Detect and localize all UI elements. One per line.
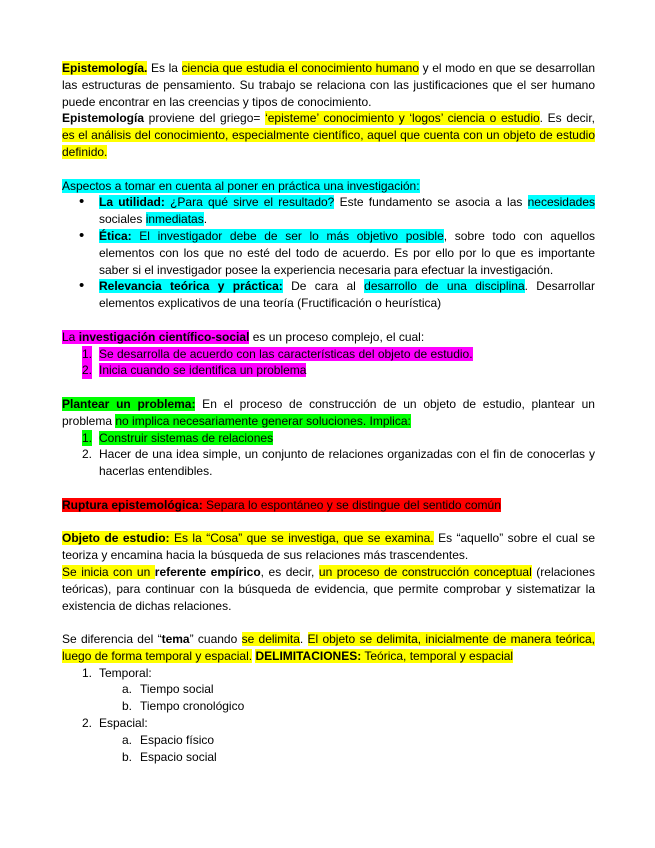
- list-item: [62, 228, 595, 278]
- list-item: [62, 681, 595, 698]
- text: .: [299, 632, 308, 647]
- list-item: [62, 665, 595, 682]
- text: Temporal:: [99, 665, 152, 680]
- highlight-text: Construir sistemas de relaciones: [99, 430, 274, 445]
- highlight-text: Se inicia con un: [62, 564, 155, 579]
- text: es un proceso complejo, el cual:: [249, 329, 425, 344]
- delimitations-list-2: [62, 715, 595, 732]
- list-letter: a.: [122, 732, 133, 747]
- text: ” cuando: [189, 632, 242, 647]
- term: DELIMITACIONES:: [255, 648, 362, 663]
- aspects-list: [62, 194, 595, 312]
- text: Es la: [147, 61, 182, 75]
- list-number: 2.: [82, 447, 93, 462]
- epistemology-origin: [62, 110, 595, 160]
- text: Espacio social: [140, 749, 217, 764]
- problem-list: [62, 430, 595, 480]
- social-research-list: [62, 346, 595, 380]
- text: Espacio físico: [140, 732, 215, 747]
- text: Es “aquello” sobre el cual se teoriza y encamina hacia la búsqueda de sus relaciones más trascendentes.: [62, 531, 595, 563]
- term-epistemology: Epistemología.: [62, 61, 148, 75]
- delimitations-list: [62, 665, 595, 682]
- term: Plantear un problema:: [62, 396, 196, 411]
- highlight-text: ¿Para qué sirve el resultado?: [164, 195, 335, 210]
- highlight-text: El investigador debe de ser lo más objetivo posible: [131, 228, 444, 243]
- text: Tiempo cronológico: [140, 699, 245, 714]
- highlight-text: La: [62, 329, 79, 344]
- text: Este fundamento se asocia a las: [334, 195, 528, 210]
- term: Relevancia teórica y práctica:: [99, 279, 283, 294]
- text: .: [203, 212, 208, 227]
- list-item: [62, 346, 595, 363]
- term: Ética:: [99, 228, 132, 243]
- spatial-sublist: [62, 732, 595, 766]
- text: (relaciones teóricas), para continuar con la búsqueda de evidencia, que permite comprobar y sistematizar la existencia de dichas relaciones.: [62, 564, 595, 613]
- list-number: 1.: [82, 346, 93, 361]
- temporal-sublist: [62, 681, 595, 715]
- list-item: [62, 446, 595, 480]
- list-letter: b.: [122, 699, 133, 714]
- text: y el modo en que se desarrollan las estructuras de pensamiento. Su trabajo se relaciona con las justificaciones que el ser humano puede encontrar en las creencias y tipos de conocimiento.: [62, 61, 595, 109]
- text: Hacer de una idea simple, un conjunto de relaciones organizadas con el fin de conocerlas y hacerlas entendibles.: [99, 447, 595, 479]
- aspects-heading: [62, 178, 595, 195]
- highlight-text: no implica necesariamente generar soluciones. Implica:: [115, 413, 411, 428]
- highlight-text: es el análisis del conocimiento, especialmente científico, aquel que cuenta con un objeto de estudio definido.: [62, 128, 595, 159]
- highlight-text: ciencia que estudia el conocimiento humano: [181, 61, 420, 75]
- highlight-text: se delimita: [241, 632, 300, 647]
- list-item: [62, 732, 595, 749]
- highlight-text: necesidades: [527, 195, 595, 210]
- text: En el proceso de construcción de un objeto de estudio, plantear un problema: [62, 396, 595, 428]
- theme-difference: [62, 631, 595, 665]
- list-item: [62, 430, 595, 447]
- text: Tiempo social: [140, 682, 214, 697]
- term-epistemology: Epistemología: [62, 111, 145, 126]
- list-item: [62, 278, 595, 312]
- problem-statement: [62, 396, 595, 430]
- text: Espacial:: [99, 716, 148, 731]
- text: sociales: [99, 212, 146, 227]
- text: proviene del griego=: [144, 111, 266, 126]
- list-number: 2.: [82, 363, 93, 378]
- highlight-text: desarrollo de una disciplina: [364, 279, 525, 294]
- list-item: [62, 698, 595, 715]
- text: . Es decir,: [539, 111, 596, 126]
- list-item: [62, 194, 595, 228]
- term: referente empírico: [154, 564, 261, 579]
- text: , sobre todo con aquellos elementos con los que no esté del todo de acuerdo. Es por ello por lo que es importante saber si el investigador posee la experiencia necesaria para efectuar la investigación.: [99, 228, 596, 277]
- list-number: 1.: [82, 430, 93, 445]
- highlight-text: inmediatas: [145, 212, 204, 227]
- list-item: [62, 362, 595, 379]
- epistemological-rupture: [62, 497, 595, 514]
- text: , es decir,: [260, 564, 319, 579]
- object-of-study: [62, 530, 595, 564]
- list-item: [62, 715, 595, 732]
- highlight-text: Separa lo espontáneo y se distingue del sentido común: [202, 497, 501, 512]
- highlight-text: un proceso de construcción conceptual: [318, 564, 532, 579]
- text: . Desarrollar elementos explicativos de una teoría (Fructificación o heurística): [99, 279, 595, 311]
- term: investigación científico-social: [78, 329, 250, 344]
- term: La utilidad:: [99, 195, 165, 210]
- empirical-referent: [62, 564, 595, 614]
- list-letter: b.: [122, 749, 133, 764]
- list-item: [62, 749, 595, 766]
- term: Objeto de estudio:: [62, 531, 170, 546]
- term: tema: [161, 632, 190, 647]
- term: Ruptura epistemológica:: [62, 497, 203, 512]
- highlight-text: ‘episteme’ conocimiento y ‘logos’ ciencia o estudio: [265, 111, 540, 126]
- highlight-text: El objeto se delimita, inicialmente de manera teórica, luego de forma temporal y espacial.: [62, 632, 595, 663]
- highlight-text: Inicia cuando se identifica un problema: [99, 363, 307, 378]
- document-page: [62, 60, 595, 765]
- highlight-text: Es la “Cosa” que se investiga, que se examina.: [169, 531, 434, 546]
- text: Se diferencia del “: [62, 632, 162, 647]
- text: De cara al: [282, 279, 365, 294]
- highlight-text: Teórica, temporal y espacial: [361, 648, 514, 663]
- highlight-text: Aspectos a tomar en cuenta al poner en práctica una investigación:: [62, 178, 420, 193]
- list-number: 2.: [82, 716, 93, 731]
- social-research-intro: [62, 329, 595, 346]
- list-letter: a.: [122, 682, 133, 697]
- list-number: 1.: [82, 665, 93, 680]
- highlight-text: Se desarrolla de acuerdo con las características del objeto de estudio.: [99, 346, 473, 361]
- epistemology-definition: [62, 60, 595, 110]
